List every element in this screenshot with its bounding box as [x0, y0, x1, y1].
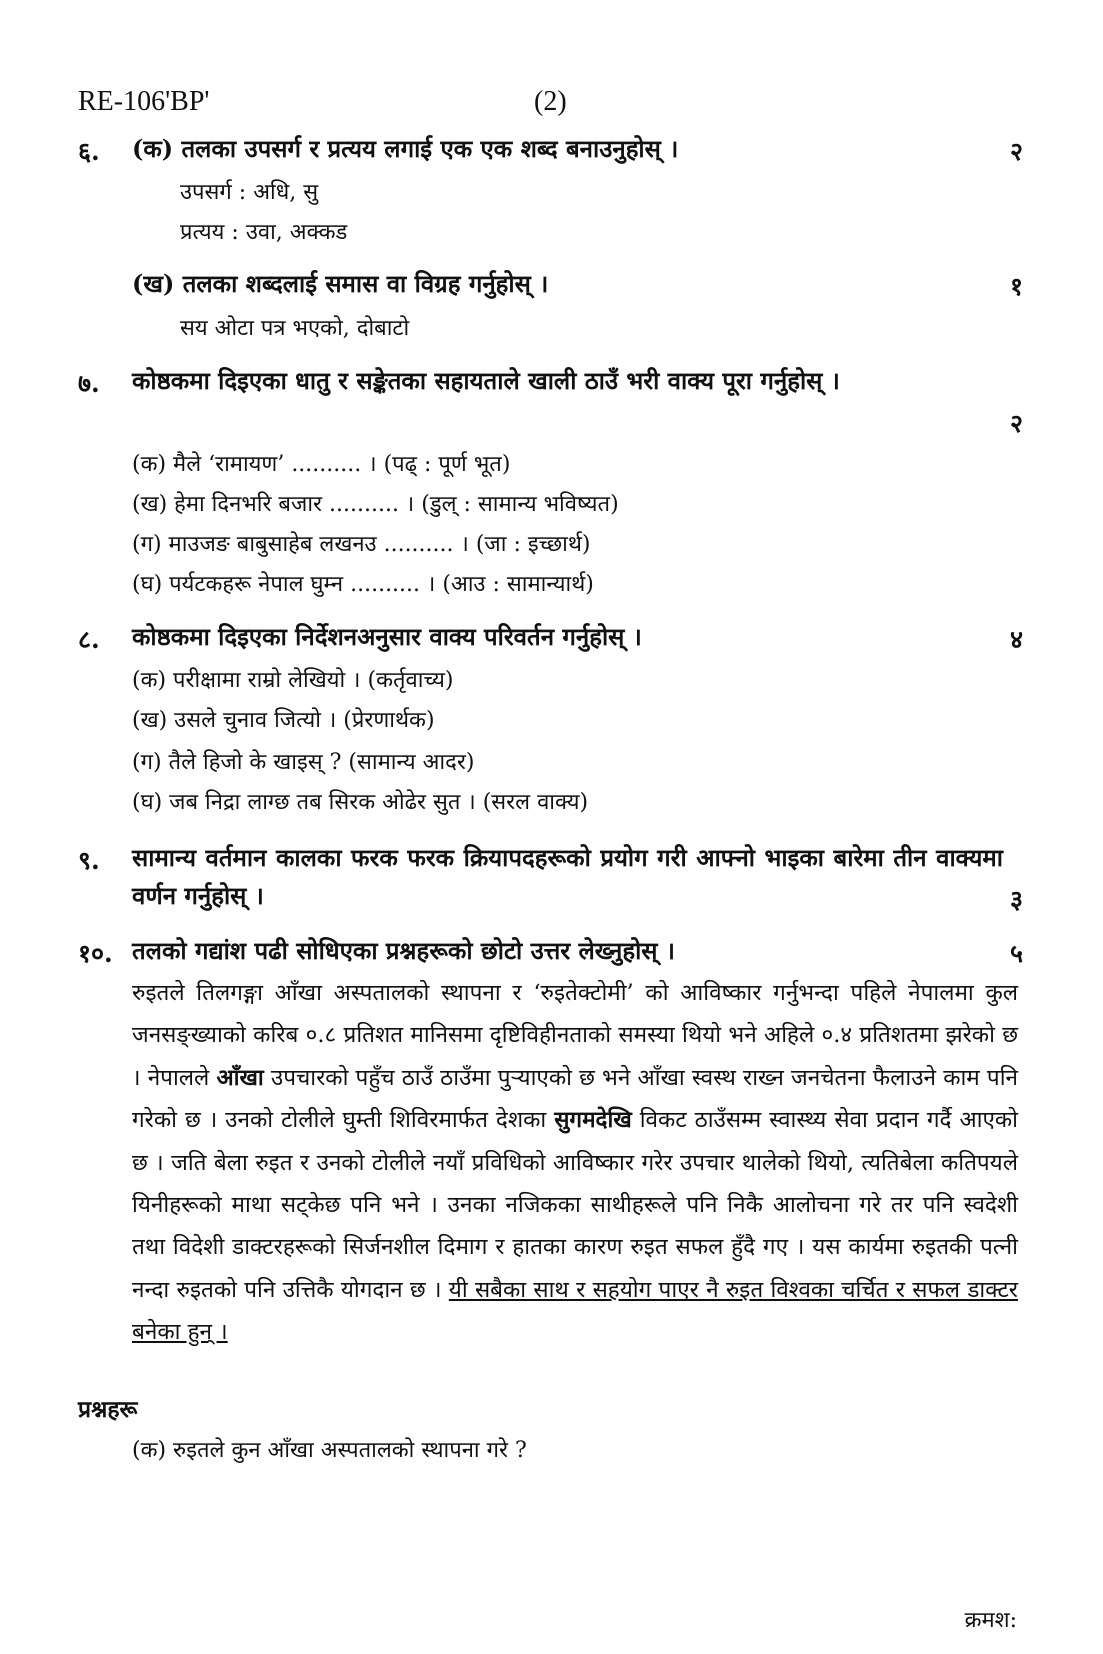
question-9-text: सामान्य वर्तमान कालका फरक फरक क्रियापदहरूको प्रयोग गरी आफ्नो भाइका बारेमा तीन वाक्यमा वर्णन गर्नुहोस् ।: [132, 843, 1003, 910]
question-6a-suffixes: प्रत्यय : उवा, अक्कड: [180, 220, 348, 245]
question-6b-marks: १: [1009, 272, 1023, 301]
question-6a-prefixes: उपसर्ग : अधि, सु: [180, 180, 319, 205]
reading-passage: रुइतले तिलगङ्गा आँखा अस्पतालको स्थापना र ‘रुइतेक्टोमी’ को आविष्कार गर्नुभन्दा पहिले नेपालमा कुल जनसङ्ख्याको करिब ०.८ प्रतिशत मानिसमा दृष्टिविहीनताको समस्या थियो भने अहिले ०.४ प्रतिशतमा झरेको छ । नेपालले आँखा उपचारको पहुँच ठाउँ ठाउँमा पुऱ्याएको छ भने आँखा स्वस्थ राख्न जनचेतना फैलाउने काम पनि गरेको छ । उनको टोलीले घुम्ती शिविरमार्फत देशका सुगमदेखि विकट ठाउँसम्म स्वास्थ्य सेवा प्रदान गर्दै आएको छ । जति बेला रुइत र उनको टोलीले नयाँ प्रविधिको आविष्कार गरेर उपचार थालेको थियो, त्यतिबेला कतिपयले यिनीहरूको माथा सट्केछ पनि भने । उनका नजिकका साथीहरूले पनि निकै आलोचना गरे तर पनि स्वदेशी तथा विदेशी डाक्टरहरूको सिर्जनशील दिमाग र हातका कारण रुइत सफल हुँदै गए । यस कार्यमा रुइतकी पत्नी नन्दा रुइतको पनि उत्तिकै योगदान छ । यी सबैका साथ र सहयोग पाएर नै रुइत विश्वका चर्चित र सफल डाक्टर बनेका हुन् ।: [132, 980, 1019, 1346]
question-7-item: (घ) पर्यटकहरू नेपाल घुम्न .......... । (आउ : सामान्यार्थ): [132, 572, 594, 597]
question-7-item: (ग) माउजङ बाबुसाहेब लखनउ .......... । (जा : इच्छार्थ): [132, 532, 591, 557]
question-6a-marks: २: [1009, 137, 1023, 166]
question-8-item: (ख) उसले चुनाव जित्यो । (प्रेरणार्थक): [132, 708, 435, 733]
question-6a-text: (क) तलका उपसर्ग र प्रत्यय लगाई एक एक शब्द बनाउनुहोस् ।: [132, 134, 679, 163]
passage-bold-word: सुगमदेखि: [554, 1107, 632, 1134]
question-10-marks: ५: [1009, 939, 1023, 968]
question-7-item: (क) मैले ‘रामायण’ .......... । (पढ् : पूर्ण भूत): [132, 452, 511, 477]
question-8-marks: ४: [1009, 625, 1023, 654]
passage-bold-word: आँखा: [216, 1064, 264, 1091]
question-7-text: कोष्ठकमा दिइएका धातु र सङ्केतका सहायताले खाली ठाउँ भरी वाक्य पूरा गर्नुहोस् ।: [132, 366, 840, 395]
question-7-number: ७.: [78, 369, 100, 398]
question-9-marks: ३: [1009, 885, 1023, 914]
question-8-item: (घ) जब निद्रा लाग्छ तब सिरक ओढेर सुत । (सरल वाक्य): [132, 790, 589, 815]
passage-underlined-sentence: यी सबैका साथ र सहयोग पाएर नै रुइत विश्वका चर्चित र सफल डाक्टर बनेका हुन् ।: [132, 1276, 1019, 1346]
question-10-item: (क) रुइतले कुन आँखा अस्पतालको स्थापना गरे ?: [132, 1438, 527, 1463]
question-9-number: ९.: [78, 846, 100, 875]
question-6b-text: (ख) तलका शब्दलाई समास वा विग्रह गर्नुहोस् ।: [132, 269, 549, 298]
page-number: (2): [534, 86, 567, 117]
question-8-item: (ग) तैले हिजो के खाइस् ? (सामान्य आदर): [132, 750, 475, 775]
question-8-item: (क) परीक्षामा राम्रो लेखियो । (कर्तृवाच्य): [132, 668, 454, 693]
question-7-item: (ख) हेमा दिनभरि बजार .......... । (डुल् : सामान्य भविष्यत): [132, 492, 619, 517]
question-10-number: १०.: [78, 939, 113, 968]
continued-label: क्रमश:: [964, 1608, 1017, 1633]
question-10-text: तलको गद्यांश पढी सोधिएका प्रश्नहरूको छोटो उत्तर लेख्नुहोस् ।: [132, 936, 675, 965]
question-6b-words: सय ओटा पत्र भएको, दोबाटो: [180, 316, 410, 341]
paper-code: RE-106'BP': [78, 86, 210, 117]
questions-heading: प्रश्नहरू: [78, 1396, 138, 1423]
question-6-number: ६.: [78, 137, 100, 166]
question-8-number: ८.: [78, 625, 100, 654]
question-7-marks: २: [1009, 409, 1023, 438]
question-8-text: कोष्ठकमा दिइएका निर्देशनअनुसार वाक्य परिवर्तन गर्नुहोस् ।: [132, 622, 642, 651]
